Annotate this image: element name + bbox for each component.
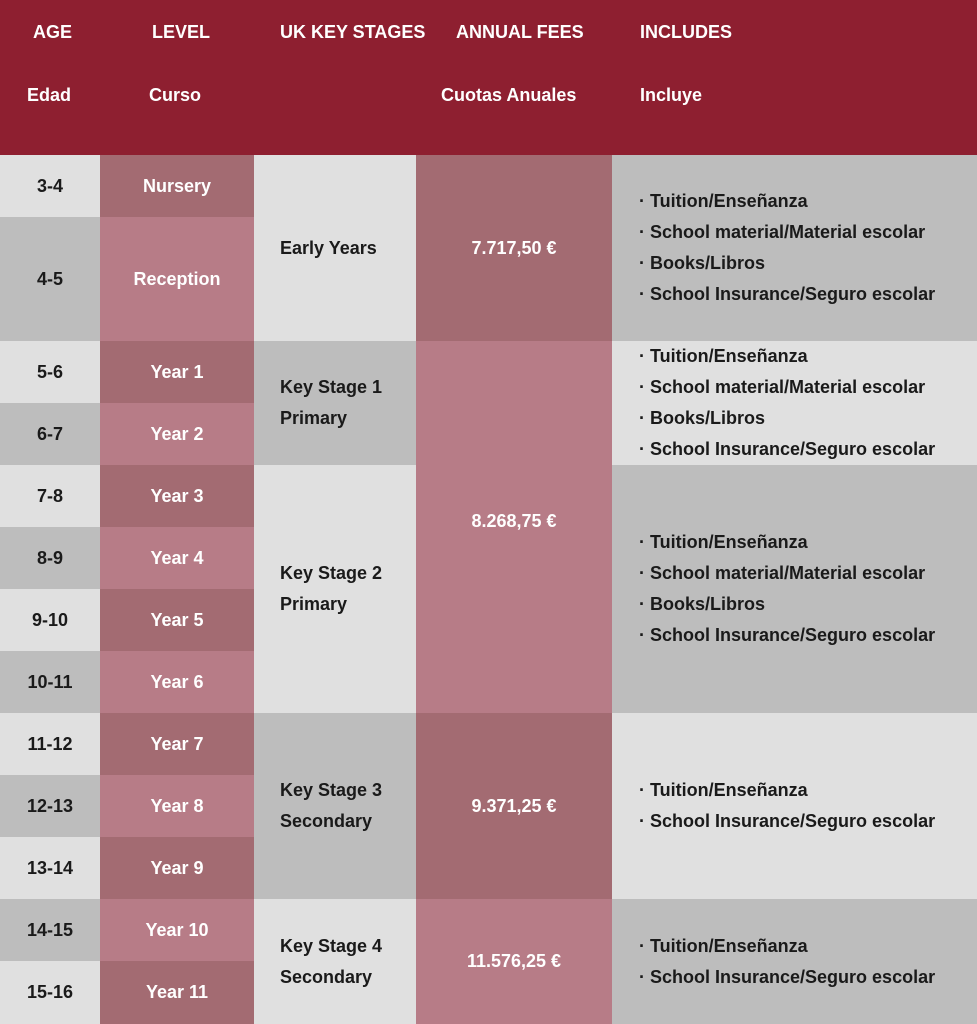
stage-line1: Key Stage 1 (280, 377, 383, 397)
level-cell: Year 1 (100, 341, 254, 403)
header-fees: ANNUAL FEES (456, 22, 584, 42)
level-cell: Year 7 (100, 713, 254, 775)
includes-item: · School material/Material escolar (639, 563, 926, 583)
stage-line1: Key Stage 4 (280, 935, 383, 956)
age-cell: 6-7 (0, 403, 100, 465)
includes-item: · School material/Material escolar (639, 377, 926, 397)
age-cell: 4-5 (0, 217, 100, 341)
stage-line1: Key Stage 2 (280, 563, 383, 583)
includes-item: · Books/Libros (639, 253, 766, 273)
stage-cell (254, 465, 416, 713)
includes-cell (612, 341, 977, 465)
level-cell: Nursery (100, 155, 254, 217)
age-cell: 3-4 (0, 155, 100, 217)
includes-item: · Tuition/Enseñanza (639, 346, 808, 366)
age-cell: 5-6 (0, 341, 100, 403)
stage-line2: Secondary (280, 966, 373, 987)
level-cell: Year 3 (100, 465, 254, 527)
includes-item: · School Insurance/Seguro escolar (639, 284, 936, 304)
fee-cell: 7.717,50 € (416, 155, 612, 341)
level-cell: Year 10 (100, 899, 254, 961)
stage-line2: Primary (280, 408, 348, 428)
header-age: AGE (33, 22, 73, 42)
header-age-es: Edad (27, 85, 72, 105)
level-cell: Year 2 (100, 403, 254, 465)
age-cell: 14-15 (0, 899, 100, 961)
level-cell: Year 9 (100, 837, 254, 899)
fee-cell: 11.576,25 € (416, 899, 612, 1024)
level-cell: Year 11 (100, 961, 254, 1024)
header-key-stages: UK KEY STAGES (280, 22, 426, 42)
stage-cell (254, 341, 416, 465)
includes-item: · Tuition/Enseñanza (639, 191, 808, 211)
includes-item: · Books/Libros (639, 594, 766, 614)
header-includes-es: Incluye (640, 85, 703, 105)
includes-item: · School material/Material escolar (639, 222, 926, 242)
stage-line1: Key Stage 3 (280, 780, 383, 800)
includes-item: · School Insurance/Seguro escolar (639, 439, 936, 459)
includes-item: · Tuition/Enseñanza (639, 780, 808, 800)
includes-item: · School Insurance/Seguro escolar (639, 625, 936, 645)
level-cell: Year 4 (100, 527, 254, 589)
age-cell: 11-12 (0, 713, 100, 775)
level-cell: Year 6 (100, 651, 254, 713)
level-cell: Year 5 (100, 589, 254, 651)
header-includes: INCLUDES (640, 22, 733, 42)
includes-item: · Tuition/Enseñanza (639, 935, 808, 956)
stage-cell (254, 155, 416, 341)
includes-item: · School Insurance/Seguro escolar (639, 811, 936, 831)
age-cell: 8-9 (0, 527, 100, 589)
fee-cell: 9.371,25 € (416, 713, 612, 899)
table-header (0, 0, 977, 155)
stage-cell (254, 713, 416, 899)
stage-line2: Primary (280, 594, 348, 614)
stage-line2: Secondary (280, 811, 373, 831)
level-cell: Reception (100, 217, 254, 341)
age-cell: 9-10 (0, 589, 100, 651)
includes-cell (612, 155, 977, 341)
age-cell: 12-13 (0, 775, 100, 837)
age-cell: 13-14 (0, 837, 100, 899)
stage-line1: Early Years (280, 237, 377, 258)
header-fees-es: Cuotas Anuales (441, 85, 577, 105)
age-cell: 15-16 (0, 961, 100, 1024)
includes-item: · School Insurance/Seguro escolar (639, 966, 936, 987)
age-cell: 10-11 (0, 651, 100, 713)
includes-cell (612, 899, 977, 1024)
level-cell: Year 8 (100, 775, 254, 837)
includes-cell (612, 713, 977, 899)
stage-cell (254, 899, 416, 1024)
header-level-es: Curso (149, 85, 202, 105)
includes-cell (612, 465, 977, 713)
fee-cell: 8.268,75 € (416, 341, 612, 713)
header-level: LEVEL (152, 22, 211, 42)
includes-item: · Books/Libros (639, 408, 766, 428)
includes-item: · Tuition/Enseñanza (639, 532, 808, 552)
age-cell: 7-8 (0, 465, 100, 527)
